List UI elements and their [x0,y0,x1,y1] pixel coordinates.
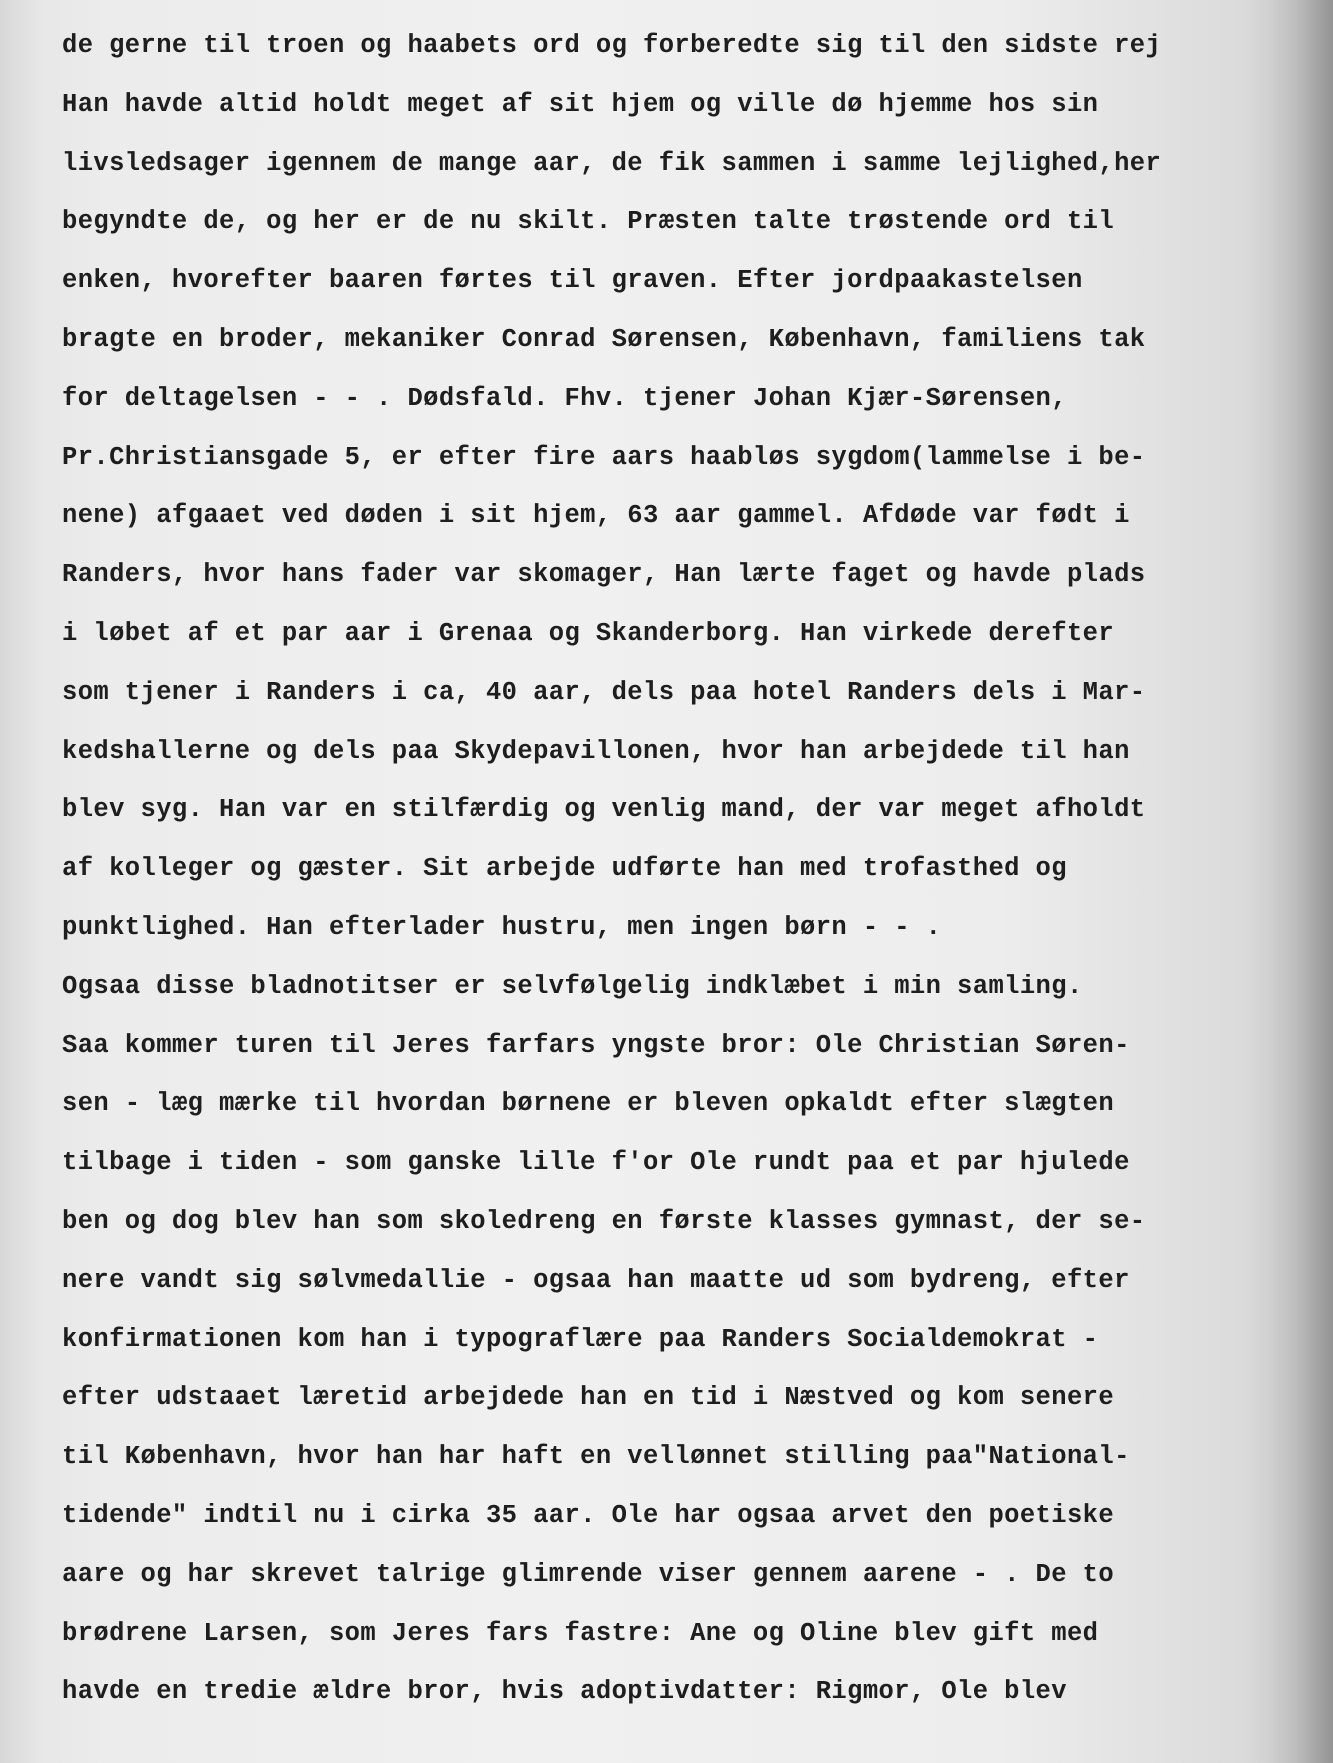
text-line: blev syg. Han var en stilfærdig og venlig mand, der var meget afholdt [62,795,1146,825]
text-line: som tjener i Randers i ca, 40 aar, dels paa hotel Randers dels i Mar- [62,677,1146,707]
text-line: for deltagelsen - - . Dødsfald. Fhv. tjener Johan Kjær-Sørensen, [62,383,1067,413]
text-line: Ogsaa disse bladnotitser er selvfølgelig indklæbet i min samling. [62,971,1083,1001]
text-line: nene) afgaaet ved døden i sit hjem, 63 aar gammel. Afdøde var født i [62,501,1130,531]
text-line: tilbage i tiden - som ganske lille f'or Ole rundt paa et par hjulede [62,1148,1130,1178]
text-line: nere vandt sig sølvmedallie - ogsaa han maatte ud som bydreng, efter [62,1265,1130,1295]
text-line: punktlighed. Han efterlader hustru, men ingen børn - - . [62,912,942,942]
text-line: ben og dog blev han som skoledreng en første klasses gymnast, der se- [62,1206,1146,1236]
text-line: aare og har skrevet talrige glimrende viser gennem aarene - . De to [62,1559,1115,1589]
text-line: begyndte de, og her er de nu skilt. Præsten talte trøstende ord til [62,207,1115,237]
text-line: Randers, hvor hans fader var skomager, Han lærte faget og havde plads [62,560,1146,590]
page-edge-shadow-left [0,0,40,1763]
text-line: i løbet af et par aar i Grenaa og Skanderborg. Han virkede derefter [62,618,1115,648]
text-line: af kolleger og gæster. Sit arbejde udførte han med trofasthed og [62,854,1067,884]
typewritten-text-block [62,28,1322,1733]
text-line: Saa kommer turen til Jeres farfars yngste bror: Ole Christian Søren- [62,1030,1130,1060]
text-line: de gerne til troen og haabets ord og forberedte sig til den sidste rej [62,31,1162,60]
text-line: bragte en broder, mekaniker Conrad Sørensen, København, familiens tak [62,324,1146,354]
text-line: efter udstaaet læretid arbejdede han en tid i Næstved og kom senere [62,1383,1115,1413]
text-line: havde en tredie ældre bror, hvis adoptivdatter: Rigmor, Ole blev [62,1677,1067,1707]
text-line: brødrene Larsen, som Jeres fars fastre: Ane og Oline blev gift med [62,1618,1099,1648]
text-line: kedshallerne og dels paa Skydepavillonen, hvor han arbejdede til han [62,736,1130,766]
text-line: sen - læg mærke til hvordan børnene er bleven opkaldt efter slægten [62,1089,1115,1119]
text-line: Han havde altid holdt meget af sit hjem og ville dø hjemme hos sin [62,89,1099,119]
text-line: til København, hvor han har haft en vellønnet stilling paa"National- [62,1442,1130,1472]
text-line: tidende" indtil nu i cirka 35 aar. Ole har ogsaa arvet den poetiske [62,1500,1115,1530]
text-line: konfirmationen kom han i typograflære paa Randers Socialdemokrat - [62,1324,1099,1354]
text-line: Pr.Christiansgade 5, er efter fire aars haabløs sygdom(lammelse i be- [62,442,1146,472]
text-line: livsledsager igennem de mange aar, de fik sammen i samme lejlighed,her [62,148,1162,178]
text-line: enken, hvorefter baaren førtes til graven. Efter jordpaakastelsen [62,266,1083,296]
